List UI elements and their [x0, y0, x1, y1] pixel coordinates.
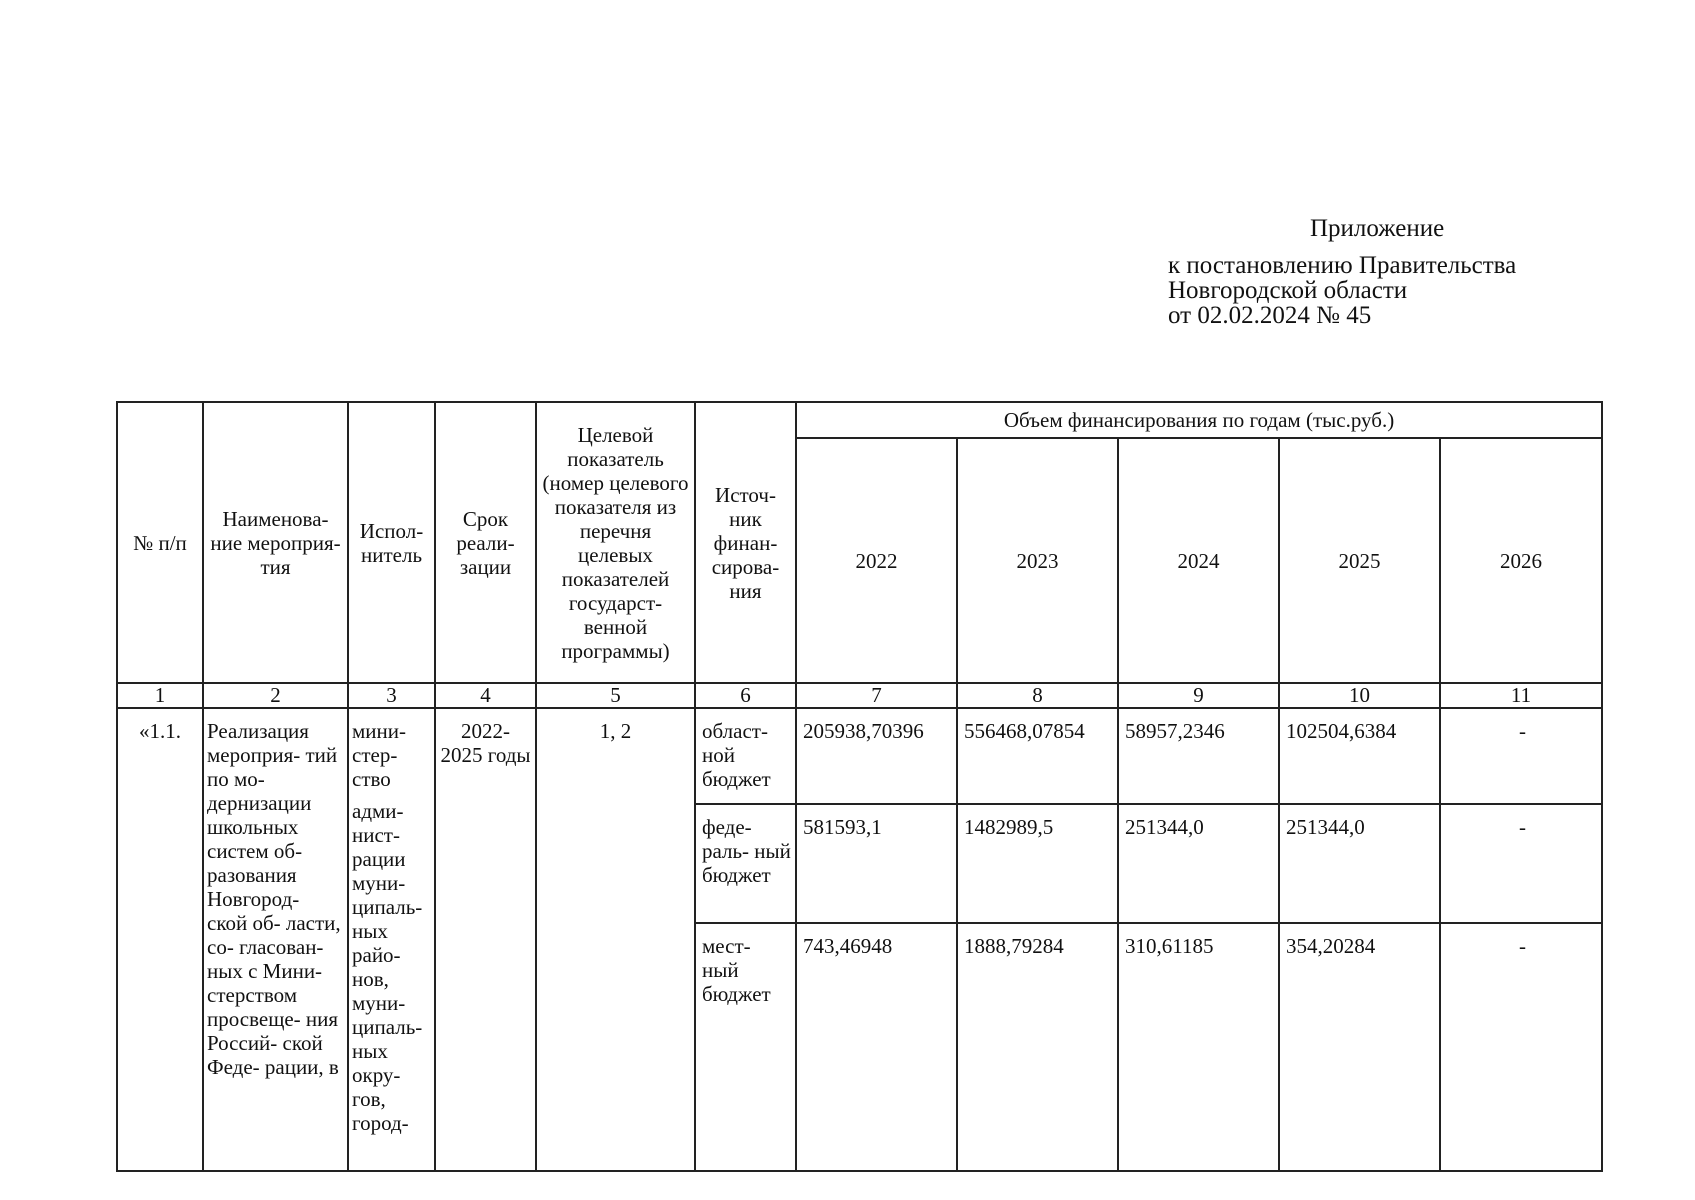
appendix-line-3: от 02.02.2024 № 45 [1168, 302, 1372, 329]
funding-value: 310,61185 [1118, 923, 1279, 1171]
funding-value: 102504,6384 [1279, 708, 1440, 804]
funding-value: 58957,2346 [1118, 708, 1279, 804]
row-number: «1.1. [117, 708, 203, 1171]
header-funding: Объем финансирования по годам (тыс.руб.) [796, 402, 1602, 438]
funding-source: мест- ный бюджет [695, 923, 796, 1171]
column-number: 6 [695, 683, 796, 708]
column-numbers-row [117, 683, 1602, 708]
column-number: 9 [1118, 683, 1279, 708]
funding-value: 354,20284 [1279, 923, 1440, 1171]
appendix-heading [1168, 216, 1516, 328]
column-number: 2 [203, 683, 348, 708]
funding-source: феде- раль- ный бюджет [695, 804, 796, 923]
row-executor [348, 708, 435, 1171]
header-year: 2025 [1279, 438, 1440, 683]
column-number: 8 [957, 683, 1118, 708]
column-number: 10 [1279, 683, 1440, 708]
column-number: 1 [117, 683, 203, 708]
table-row [117, 708, 1602, 804]
funding-value: 205938,70396 [796, 708, 957, 804]
executor-ministry: мини- стер- ство [352, 719, 406, 791]
funding-value: 1888,79284 [957, 923, 1118, 1171]
funding-value: 251344,0 [1118, 804, 1279, 923]
funding-value: 581593,1 [796, 804, 957, 923]
column-number: 5 [536, 683, 695, 708]
header-term: Срок реали- зации [435, 402, 536, 683]
column-number: 7 [796, 683, 957, 708]
funding-table [116, 401, 1603, 1172]
column-number: 11 [1440, 683, 1602, 708]
header-row-top [117, 402, 1602, 438]
funding-value: 251344,0 [1279, 804, 1440, 923]
funding-source: област- ной бюджет [695, 708, 796, 804]
executor-administrations: адми- нист- рации муни- ципаль- ных райо- нов, муни- ципаль- ных окру- гов, город- [352, 799, 423, 1135]
row-activity-name: Реализация мероприя- тий по мо- дернизации школьных систем об- разования Новгород- ской об- ласти, со- гласован- ных с Мини- стерством просвеще- ния Россий- ской Феде- рации, в [203, 708, 348, 1171]
header-year: 2024 [1118, 438, 1279, 683]
header-num: № п/п [117, 402, 203, 683]
funding-value: 556468,07854 [957, 708, 1118, 804]
header-target: Целевой показатель (номер целевого показателя из перечня целевых показателей государст- венной программы) [536, 402, 695, 683]
appendix-title: Приложение [1310, 215, 1445, 242]
row-target-indicator: 1, 2 [536, 708, 695, 1171]
column-number: 4 [435, 683, 536, 708]
appendix-line-1: к постановлению Правительства [1168, 252, 1517, 279]
funding-value: - [1440, 804, 1602, 923]
header-executor: Испол- нитель [348, 402, 435, 683]
funding-value: 743,46948 [796, 923, 957, 1171]
header-year: 2026 [1440, 438, 1602, 683]
header-year: 2022 [796, 438, 957, 683]
column-number: 3 [348, 683, 435, 708]
funding-value: 1482989,5 [957, 804, 1118, 923]
appendix-line-2: Новгородской области [1168, 277, 1408, 304]
header-name: Наименова- ние мероприя- тия [203, 402, 348, 683]
row-term: 2022- 2025 годы [435, 708, 536, 1171]
funding-value: - [1440, 708, 1602, 804]
header-source: Источ- ник финан- сирова- ния [695, 402, 796, 683]
header-year: 2023 [957, 438, 1118, 683]
funding-value: - [1440, 923, 1602, 1171]
